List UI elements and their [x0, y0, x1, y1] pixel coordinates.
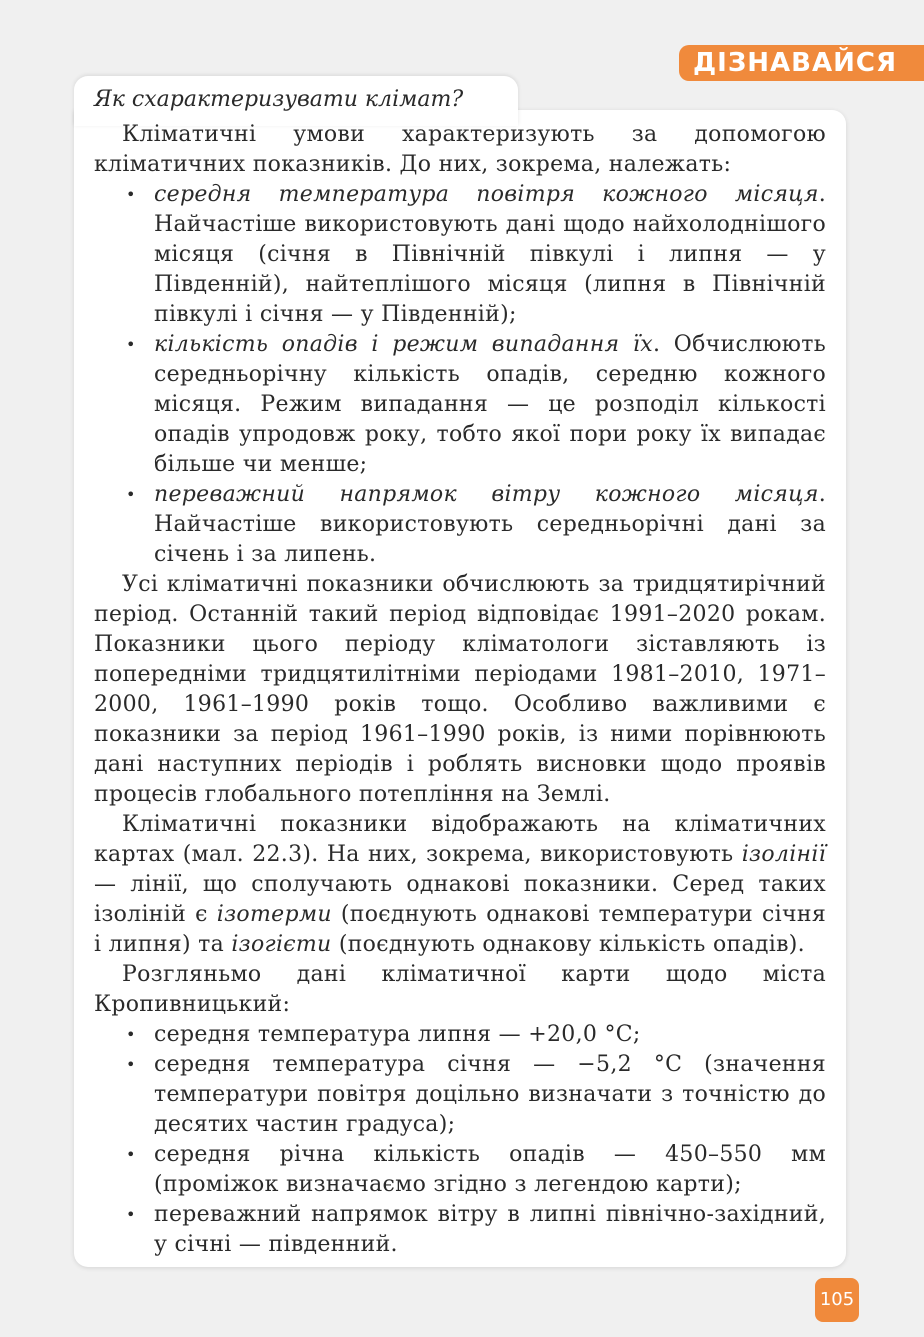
term: переважний напрямок вітру кожного місяця	[154, 482, 819, 507]
intro-paragraph: Кліматичні умови характеризують за допомогою кліматичних показників. До них, зокрема, належать:	[94, 122, 826, 177]
text-run: — лінії, що сполучають однакові показники. Серед таких ізоліній є	[94, 872, 826, 927]
term: кількість опадів і режим випадання їх	[154, 332, 653, 357]
list-item	[154, 180, 826, 330]
section-badge: ДІЗНАВАЙСЯ	[679, 45, 924, 81]
text-run: (поєднують однакові температури січня і липня) та	[94, 902, 826, 957]
list-item	[154, 330, 826, 480]
text-run: Кліматичні показники відображають на кліматичних картах (мал. 22.3). На них, зокрема, використовують	[94, 812, 826, 867]
term-isolines: ізолінії	[741, 842, 826, 867]
term-isohyets: ізогієти	[231, 932, 332, 957]
maps-paragraph	[94, 810, 826, 960]
list-item: • середня річна кількість опадів — 450–550 мм (проміжок визначаємо згідно з легендою карти);	[154, 1140, 826, 1200]
list-item-text: . Обчислюють середньорічну кількість опадів, середню кожного місяця. Режим випадання — це розподіл кількості опадів упродовж року, тобто якої пори року їх випадає більше чи менше;	[154, 332, 827, 477]
page-number: 105	[815, 1278, 859, 1322]
example-paragraph: Розгляньмо дані кліматичної карти щодо міста Кропивницький:	[94, 962, 826, 1017]
list-item-text: . Найчастіше використовують середньорічні дані за січень і за липень.	[154, 482, 826, 567]
section-title: Як схарактеризувати клімат?	[94, 87, 464, 112]
term: середня температура повітря кожного місяця	[154, 182, 819, 207]
text-run: (поєднують однакову кількість опадів).	[331, 932, 805, 957]
list-item: • середня температура липня — +20,0 °С;	[154, 1020, 826, 1050]
climate-indicators-list	[94, 180, 826, 570]
body-text	[94, 120, 826, 1260]
period-paragraph: Усі кліматичні показники обчислюють за тридцятирічний період. Останній такий період відповідає 1991–2020 рокам. Показники цього періоду кліматологи зіставляють із попередніми тридцятилітніми періодами 1981–2010, 1971–2000, 1961–1990 років тощо. Особливо важливими є показники за період 1961–1990 років, із ними порівнюють дані наступних періодів і роблять висновки щодо проявів процесів глобального потепління на Землі.	[94, 572, 826, 807]
list-item	[154, 480, 826, 570]
list-item: • переважний напрямок вітру в липні північно-західний, у січні — південний.	[154, 1200, 826, 1260]
term-isotherms: ізотерми	[216, 902, 332, 927]
kropyvnytskyi-data-list	[94, 1020, 826, 1260]
list-item: • середня температура січня — −5,2 °С (значення температури повітря доцільно визначати з точністю до десятих частин градуса);	[154, 1050, 826, 1140]
list-item-text: . Найчастіше використовують дані щодо найхолоднішого місяця (січня в Північній півкулі і липня — у Південній), найтеплішого місяця (липня в Північній півкулі і січня — у Південній);	[154, 182, 826, 327]
